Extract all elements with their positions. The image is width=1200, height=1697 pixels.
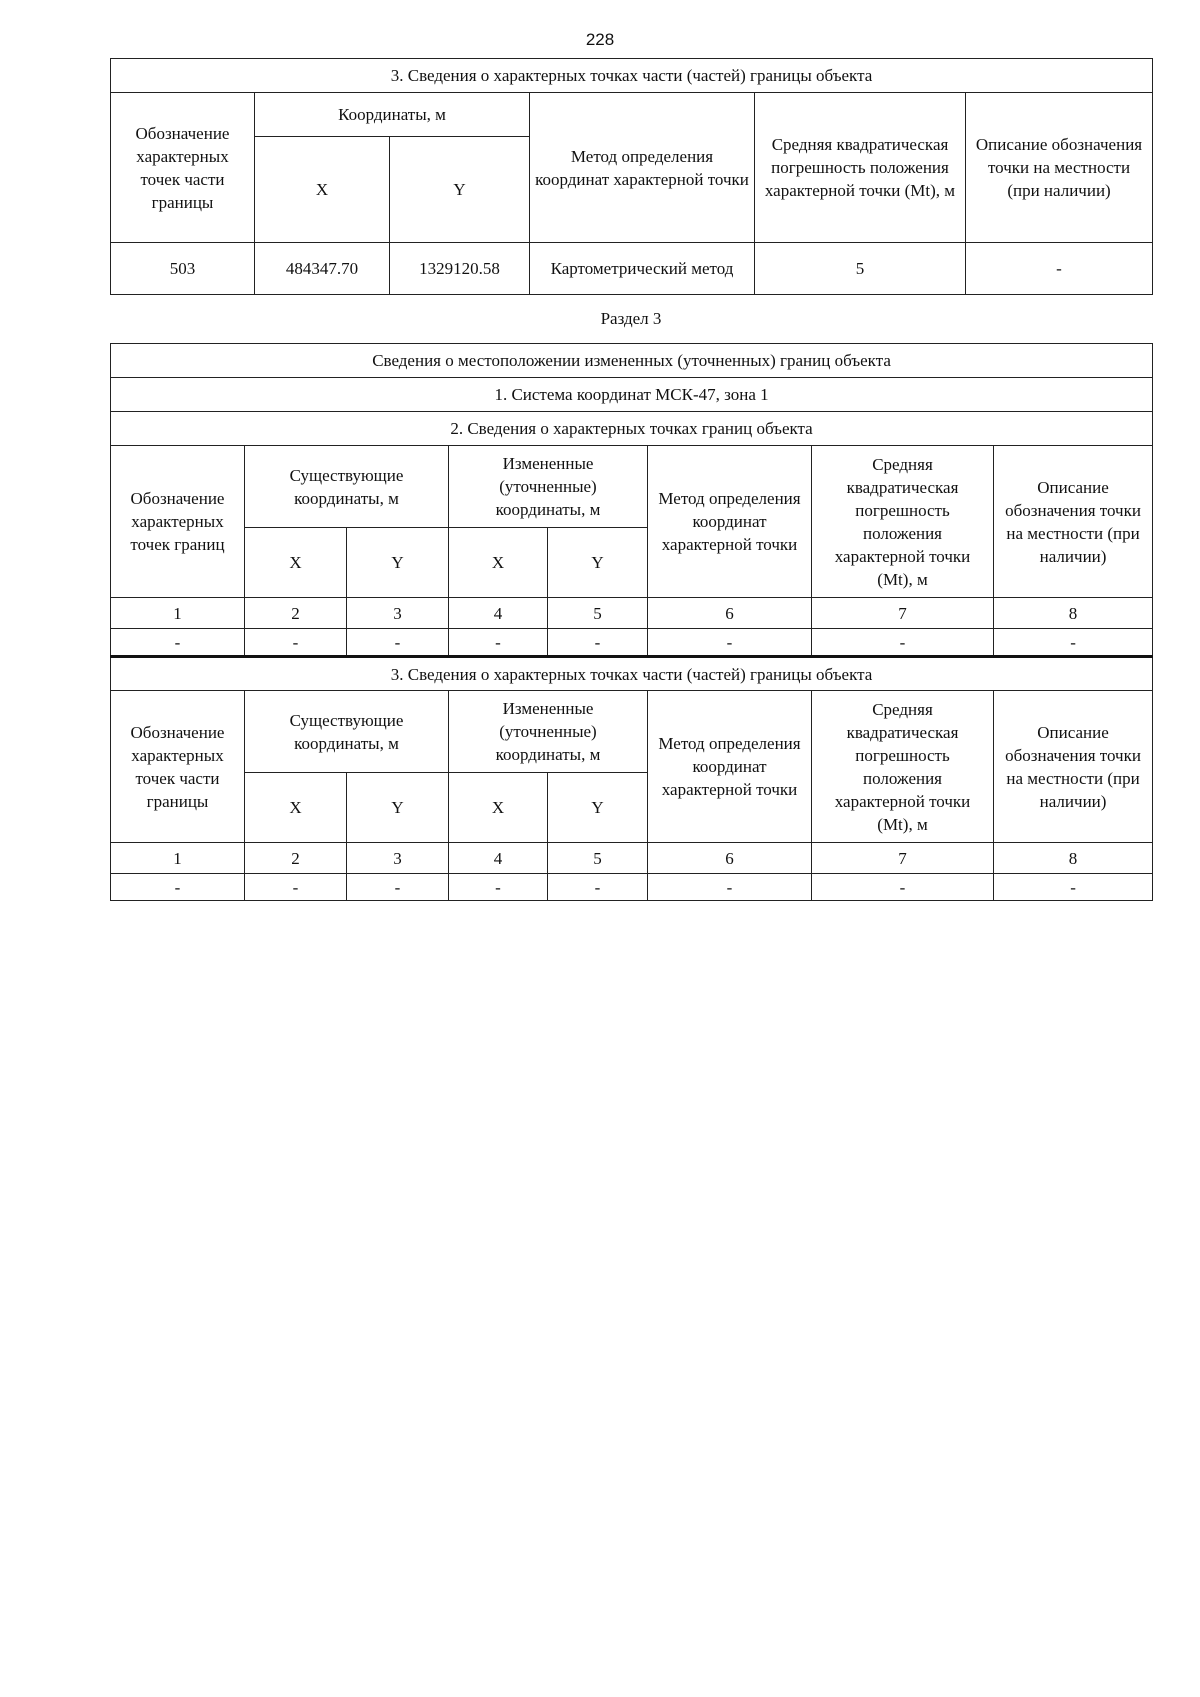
description-header: Описание обозначения точки на местности (при наличии) (994, 446, 1153, 598)
empty-cell: - (994, 874, 1153, 901)
table-row (111, 243, 1153, 295)
changed-coords-header: Измененные (уточненные) координаты, м (449, 446, 648, 528)
column-number: 4 (449, 843, 548, 874)
error-header: Средняя квадратическая погрешность положения характерной точки (Mt), м (755, 93, 966, 243)
existing-coords-header: Существующие координаты, м (245, 691, 449, 773)
changed-coords-header: Измененные (уточненные) координаты, м (449, 691, 648, 773)
y-header: Y (548, 528, 648, 598)
empty-cell: - (111, 629, 245, 657)
x-header: X (245, 773, 347, 843)
column-number: 1 (111, 598, 245, 629)
empty-cell: - (449, 629, 548, 657)
empty-cell: - (245, 874, 347, 901)
empty-cell: - (648, 874, 812, 901)
x-header: X (245, 528, 347, 598)
description-header: Описание обозначения точки на местности (при наличии) (994, 691, 1153, 843)
point-header: Обозначение характерных точек границ (111, 446, 245, 598)
column-number: 6 (648, 598, 812, 629)
error-header: Средняя квадратическая погрешность положения характерной точки (Mt), м (812, 446, 994, 598)
existing-coords-header: Существующие координаты, м (245, 446, 449, 528)
coords-header: Координаты, м (255, 93, 530, 137)
y-header: Y (390, 137, 530, 243)
column-numbers-row (111, 843, 1153, 874)
error-cell: 5 (755, 243, 966, 295)
description-header: Описание обозначения точки на местности (при наличии) (966, 93, 1153, 243)
column-number: 4 (449, 598, 548, 629)
empty-cell: - (245, 629, 347, 657)
empty-cell: - (347, 874, 449, 901)
empty-cell: - (648, 629, 812, 657)
table-title: 3. Сведения о характерных точках части (частей) границы объекта (111, 59, 1153, 93)
empty-cell: - (111, 874, 245, 901)
x-header: X (449, 773, 548, 843)
empty-cell: - (812, 629, 994, 657)
error-header: Средняя квадратическая погрешность положения характерной точки (Mt), м (812, 691, 994, 843)
point-header: Обозначение характерных точек части границы (111, 93, 255, 243)
block-title: 3. Сведения о характерных точках части (частей) границы объекта (111, 657, 1153, 691)
y-cell: 1329120.58 (390, 243, 530, 295)
column-number: 6 (648, 843, 812, 874)
changed-boundaries-table (110, 343, 1153, 901)
part-points-table (110, 58, 1153, 295)
empty-cell: - (347, 629, 449, 657)
column-number: 3 (347, 843, 449, 874)
method-header: Метод определения координат характерной точки (530, 93, 755, 243)
x-header: X (449, 528, 548, 598)
page-number: 228 (585, 30, 615, 49)
method-cell: Картометрический метод (530, 243, 755, 295)
x-cell: 484347.70 (255, 243, 390, 295)
column-number: 5 (548, 598, 648, 629)
x-header: X (255, 137, 390, 243)
block-title: 2. Сведения о характерных точках границ объекта (111, 412, 1153, 446)
table-title: Сведения о местоположении измененных (уточненных) границ объекта (111, 344, 1153, 378)
point-cell: 503 (111, 243, 255, 295)
column-number: 7 (812, 843, 994, 874)
y-header: Y (548, 773, 648, 843)
empty-cell: - (449, 874, 548, 901)
empty-cell: - (812, 874, 994, 901)
table-row (111, 629, 1153, 657)
column-numbers-row (111, 598, 1153, 629)
method-header: Метод определения координат характерной точки (648, 691, 812, 843)
description-cell: - (966, 243, 1153, 295)
empty-cell: - (994, 629, 1153, 657)
column-number: 1 (111, 843, 245, 874)
coordinate-system: 1. Система координат МСК-47, зона 1 (111, 378, 1153, 412)
column-number: 2 (245, 598, 347, 629)
point-header: Обозначение характерных точек части границы (111, 691, 245, 843)
column-number: 8 (994, 843, 1153, 874)
column-number: 2 (245, 843, 347, 874)
y-header: Y (347, 528, 449, 598)
table-row (111, 874, 1153, 901)
empty-cell: - (548, 629, 648, 657)
column-number: 8 (994, 598, 1153, 629)
y-header: Y (347, 773, 449, 843)
column-number: 7 (812, 598, 994, 629)
empty-cell: - (548, 874, 648, 901)
section-caption: Раздел 3 (600, 309, 662, 328)
method-header: Метод определения координат характерной точки (648, 446, 812, 598)
column-number: 5 (548, 843, 648, 874)
column-number: 3 (347, 598, 449, 629)
